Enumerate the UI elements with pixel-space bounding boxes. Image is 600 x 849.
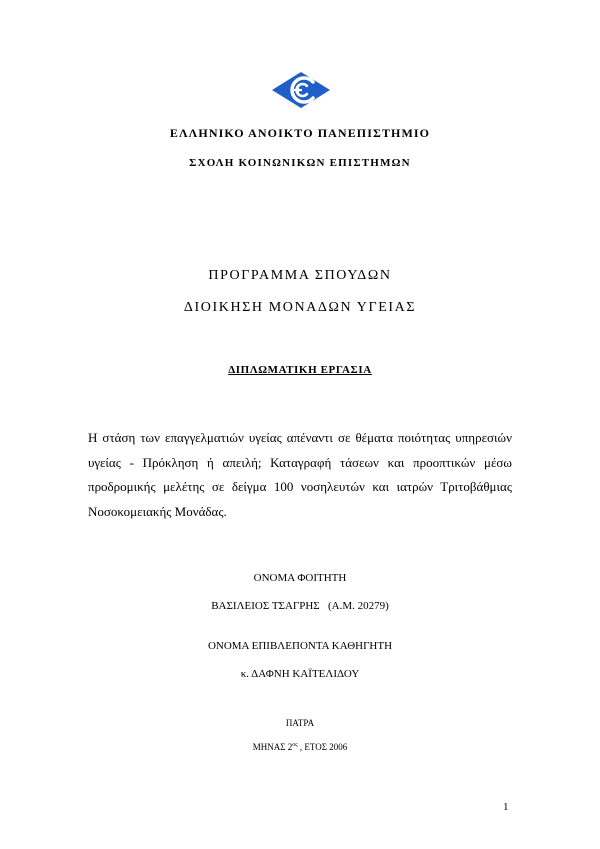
supervisor-name: κ. ΔΑΦΝΗ ΚΑΪΤΕΛΙΔΟΥ [240, 668, 360, 680]
supervisor-label: ΟΝΟΜΑ ΕΠΙΒΛΕΠΟΝΤΑ ΚΑΘΗΓΗΤΗ [207, 640, 393, 652]
thesis-type-heading: ΔΙΠΛΩΜΑΤΙΚΗ ΕΡΓΑΣΙΑ [228, 364, 372, 376]
school-name: ΣΧΟΛΗ ΚΟΙΝΩΝΙΚΩΝ ΕΠΙΣΤΗΜΩΝ [189, 157, 411, 169]
program-name: ΔΙΟΙΚΗΣΗ ΜΟΝΑΔΩΝ ΥΓΕΙΑΣ [183, 300, 417, 315]
date-line [0, 742, 600, 752]
program-label: ΠΡΟΓΡΑΜΜΑ ΣΠΟΥΔΩΝ [208, 268, 392, 283]
student-name: ΒΑΣΙΛΕΙΟΣ ΤΣΑΓΡΗΣ (Α.Μ. 20279) [211, 600, 389, 612]
date-suffix: , ΕΤΟΣ 2006 [297, 742, 348, 752]
date-prefix: ΜΗΝΑΣ 2 [252, 742, 293, 752]
date-superscript: ος [292, 742, 298, 748]
university-logo-icon [270, 70, 332, 110]
city: ΠΑΤΡΑ [285, 718, 315, 728]
page-number: 1 [503, 801, 509, 813]
student-label: ΟΝΟΜΑ ΦΟΙΤΗΤΗ [253, 572, 347, 584]
thesis-title: Η στάση των επαγγελματιών υγείας απέναντι σε θέματα ποιότητας υπηρεσιών υγείας - Πρόκληση ή απειλή; Καταγραφή τάσεων και προοπτικών μέσω προδρομικής μελέτης σε δείγμα 100 νοσηλευτών και ιατρών Τριτοβάθμιας Νοσοκομειακής Μονάδας. [88, 430, 512, 519]
university-name: ΕΛΛΗΝΙΚΟ ΑΝΟΙΚΤΟ ΠΑΝΕΠΙΣΤΗΜΙΟ [169, 126, 431, 140]
